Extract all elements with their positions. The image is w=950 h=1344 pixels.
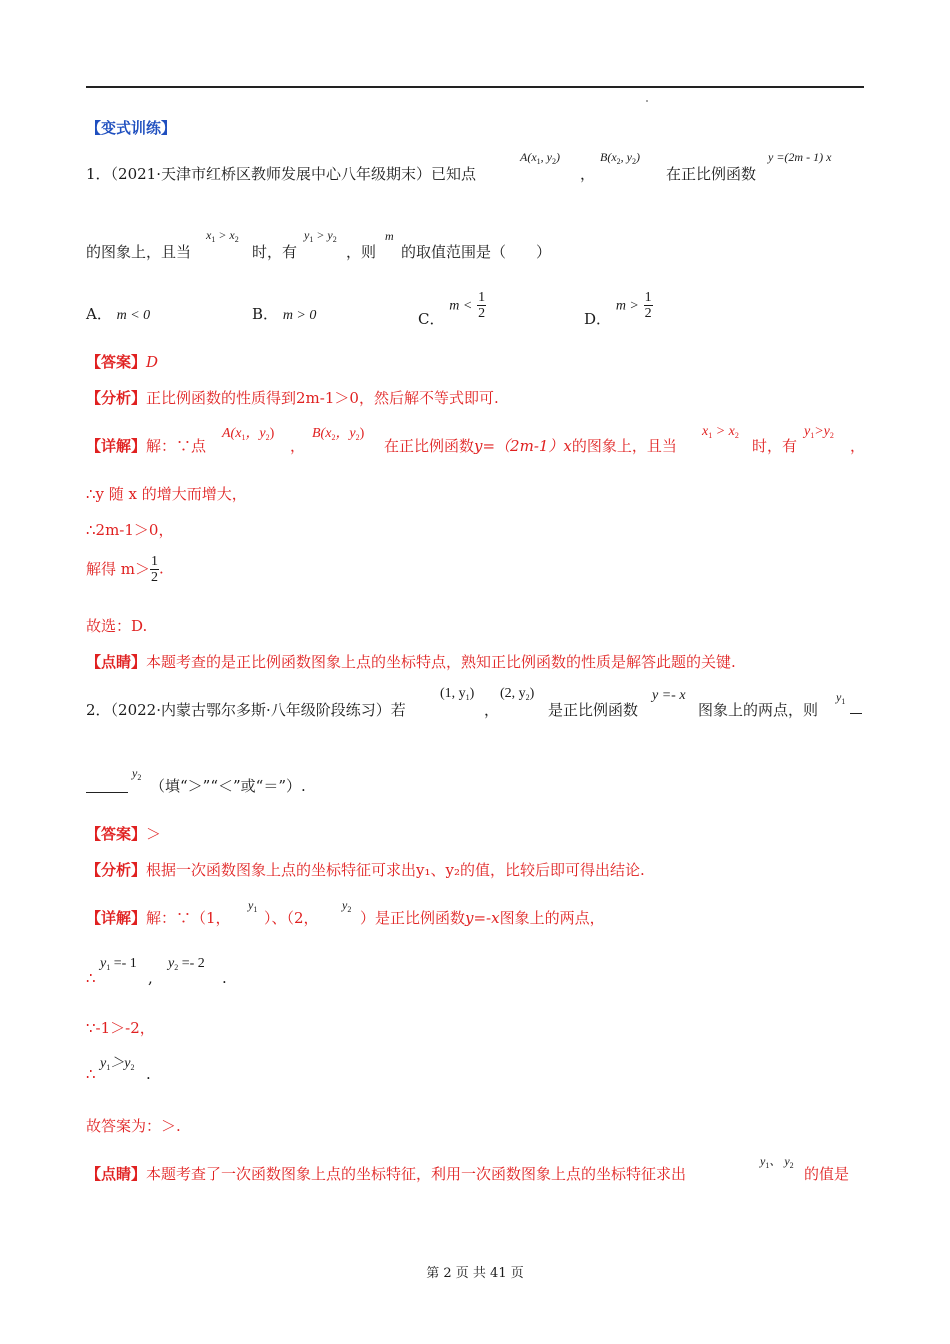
- q2-therefore-1: ∴: [86, 969, 96, 987]
- q2-point-2: (2, $y_2$): [500, 686, 535, 702]
- q1-step-3: 解得 m＞ $\frac{1}{2}$ .: [86, 554, 164, 585]
- q1-point-a: $A(x_1$, $y_2$): [520, 150, 560, 166]
- q1-detail-cond-y: $y_1>y_2$: [804, 424, 834, 440]
- page-footer: 第 2 页 共 41 页: [426, 1266, 524, 1281]
- header-dot: [646, 100, 648, 102]
- q1-option-c[interactable]: C． m < $\frac{1}{2}$: [418, 290, 486, 328]
- q2-answer-blank[interactable]: [86, 792, 128, 793]
- q2-detail-y1: $y_1$: [248, 898, 258, 914]
- q2-source: （2022·内蒙古鄂尔多斯·八年级阶段练习）若: [110, 701, 406, 719]
- q1-in-func: 在正比例函数: [666, 165, 757, 183]
- q1-source: （2021·天津市红桥区教师发展中心八年级期末）已知点: [110, 165, 476, 183]
- q1-stem-line2-b: 时，有: [252, 243, 298, 261]
- q2-calc-period: .: [222, 969, 227, 987]
- q2-text-b: 图象上的两点，则: [698, 701, 819, 719]
- q2-calc-y1: $y_1 =- 1$: [100, 956, 137, 972]
- q2-calc-y2: $y_2 =- 2$: [168, 956, 205, 972]
- q2-text-a: 是正比例函数: [548, 701, 639, 719]
- q2-stem-line1: [86, 700, 406, 720]
- q1-comma: ，: [580, 165, 596, 183]
- q1-point-b: $B(x_2$, $y_2$): [600, 150, 640, 166]
- q1-detail-point-a: $A(x_1$，$y_2$): [222, 426, 275, 442]
- q1-stem-line1: [86, 164, 476, 184]
- q1-option-a[interactable]: A． m < 0: [86, 305, 151, 323]
- q2-point-1: (1, $y_1$): [440, 686, 475, 702]
- q1-stem-line2-c: ，则: [346, 243, 377, 261]
- q1-comment: 【点睛】本题考查的是正比例函数图象上点的坐标特点，熟知正比例函数的性质是解答此题的关键.: [86, 653, 736, 671]
- q1-m-var: m: [385, 229, 394, 243]
- q1-cond-y: $y_1 > y_2$: [304, 228, 337, 244]
- q2-therefore-2: ∴: [86, 1065, 96, 1083]
- q1-analysis: 【分析】正比例函数的性质得到2m-1＞0，然后解不等式即可.: [86, 389, 499, 407]
- q2-comment: 【点睛】本题考查了一次函数图象上点的坐标特征，利用一次函数图象上点的坐标特征求出: [86, 1165, 687, 1183]
- q2-function: y =- x: [652, 688, 686, 703]
- header-rule: [86, 86, 864, 88]
- q1-stem-line2-d: 的取值范围是（ ）: [401, 243, 552, 261]
- q1-detail-mid: 在正比例函数y=（2m-1）x的图象上，且当: [384, 437, 677, 455]
- q1-number: 1．: [86, 165, 111, 183]
- q1-detail-comma: ，: [290, 437, 306, 455]
- q2-fill-hint: （填“＞”“＜”或“＝”）.: [150, 777, 306, 795]
- q2-y1: $y_1$: [836, 690, 846, 706]
- q1-detail-cond-x: $x_1 > x_2$: [702, 424, 739, 440]
- q1-option-d[interactable]: D． m > $\frac{1}{2}$: [584, 290, 652, 328]
- q2-detail-mid: ）、（2，: [264, 909, 319, 927]
- q2-compare-period: .: [146, 1065, 151, 1083]
- q1-answer: 【答案】D: [86, 353, 159, 371]
- section-title: 【变式训练】: [86, 119, 177, 137]
- q2-comment-end: 的值是: [804, 1165, 850, 1183]
- q1-option-b[interactable]: B． m > 0: [252, 305, 317, 323]
- q2-blank-start[interactable]: [850, 713, 862, 714]
- q2-y2: $y_2$: [132, 766, 142, 782]
- q2-detail-end: ）是正比例函数y=-x图象上的两点，: [360, 909, 605, 927]
- q2-answer: 【答案】＞: [86, 825, 162, 843]
- q1-detail-point-b: $B(x_2$，$y_2$): [312, 426, 365, 442]
- q2-since: ∵-1＞-2，: [86, 1019, 155, 1037]
- q1-function: y =(2m - 1) x: [768, 150, 832, 164]
- q1-detail-then: 时，有: [752, 437, 798, 455]
- q1-detail-end: ，: [850, 437, 866, 455]
- q2-number: 2．: [86, 701, 111, 719]
- q1-choose: 故选：D.: [86, 617, 148, 635]
- q1-cond-x: $x_1 > x_2$: [206, 228, 239, 244]
- q2-compare: $y_1>y_2$: [100, 1056, 135, 1072]
- q1-detail-start: 【详解】解：∵点: [86, 437, 207, 455]
- q2-detail-start: 【详解】解：∵（1，: [86, 909, 231, 927]
- q2-comma: ，: [484, 701, 500, 719]
- q1-step-2: ∴2m-1＞0，: [86, 521, 174, 539]
- q2-analysis: 【分析】根据一次函数图象上点的坐标特征可求出y₁、y₂的值，比较后即可得出结论.: [86, 861, 645, 879]
- q1-stem-line2-a: 的图象上，且当: [86, 243, 192, 261]
- q2-detail-y2: $y_2$: [342, 898, 352, 914]
- q2-calc-comma: ,: [148, 969, 153, 987]
- q2-final: 故答案为：＞.: [86, 1117, 181, 1135]
- q2-comment-vars: $y_1$、 $y_2$: [760, 1154, 794, 1170]
- q1-step-1: ∴y 随 x 的增大而增大，: [86, 485, 247, 503]
